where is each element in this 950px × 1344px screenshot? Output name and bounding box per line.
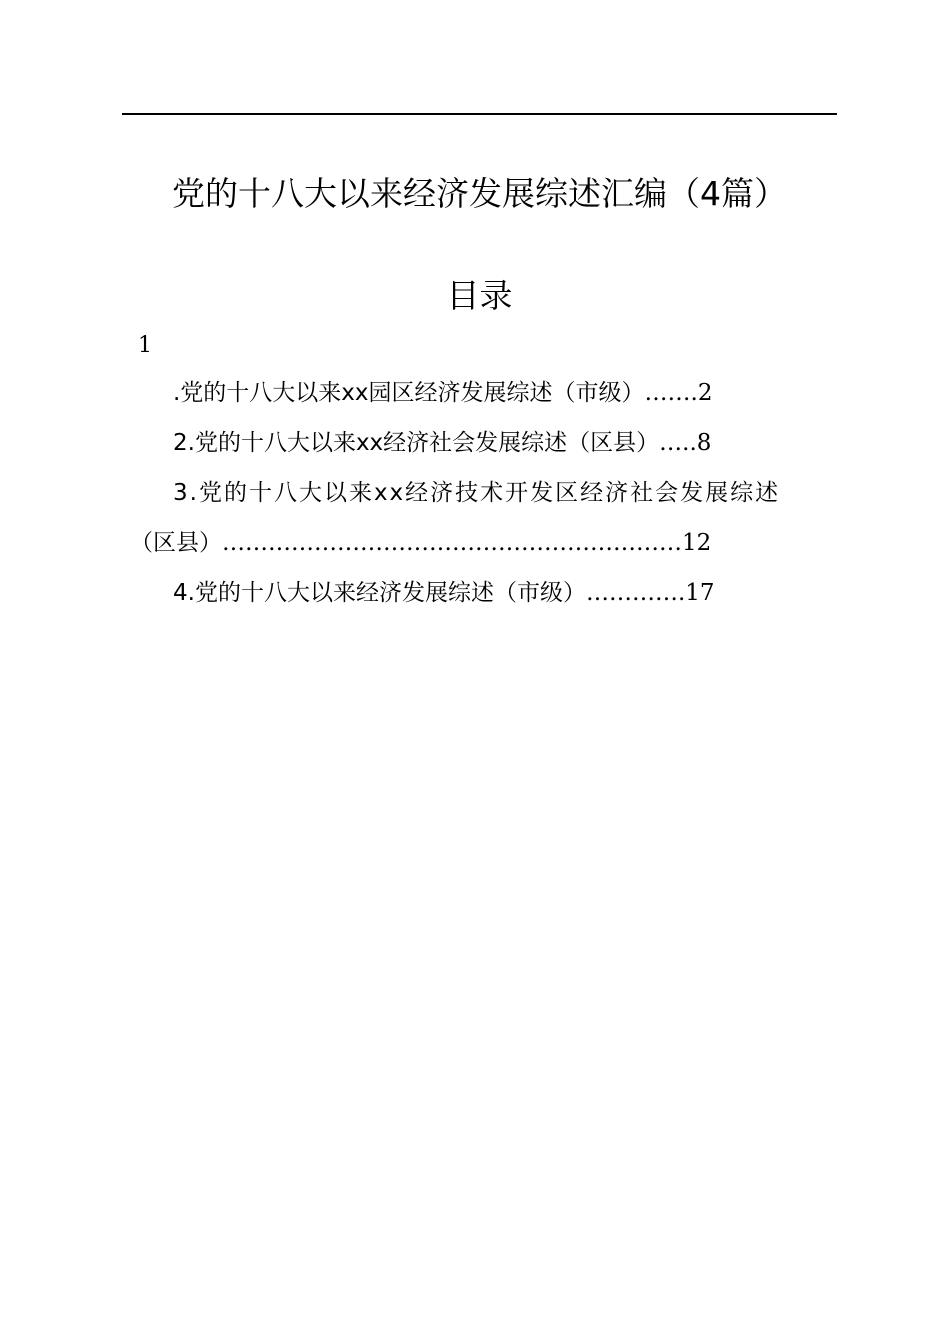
- toc-entry-3-page: 12: [682, 530, 712, 556]
- toc-entry-4-text: 4.党的十八大以来经济发展综述（市级）: [173, 580, 586, 606]
- toc-entry-1-text: .党的十八大以来xx园区经济发展综述（市级）: [173, 380, 645, 406]
- toc-entry-3[interactable]: [173, 473, 780, 513]
- document-title: 党的十八大以来经济发展综述汇编（4篇）: [172, 174, 787, 213]
- toc-entry-1[interactable]: [173, 373, 713, 413]
- toc-entry-3-text-line2: （区县）: [130, 530, 222, 556]
- toc-entry-1-page: 2: [697, 380, 713, 406]
- toc-entry-3-continued[interactable]: [130, 523, 711, 563]
- toc-entry-1-leader: …….: [644, 380, 698, 406]
- header-rule: [122, 113, 837, 115]
- toc-entry-2-page: 8: [696, 430, 712, 456]
- toc-entry-4-leader: ………….: [585, 580, 686, 606]
- toc-heading: 目录: [446, 276, 513, 315]
- toc-entry-3-text-line1: 3.党的十八大以来xx经济技术开发区经济社会发展综述: [173, 480, 781, 506]
- stray-number: 1: [138, 333, 152, 358]
- toc-entry-4[interactable]: [173, 573, 715, 613]
- toc-entry-2-text: 2.党的十八大以来xx经济社会发展综述（区县）: [173, 430, 660, 456]
- toc-entry-2-leader: …..: [659, 430, 697, 456]
- toc-entry-3-leader: ……………………………………………………: [222, 530, 682, 556]
- toc-entry-4-page: 17: [685, 580, 715, 606]
- toc-entry-2[interactable]: [173, 423, 711, 463]
